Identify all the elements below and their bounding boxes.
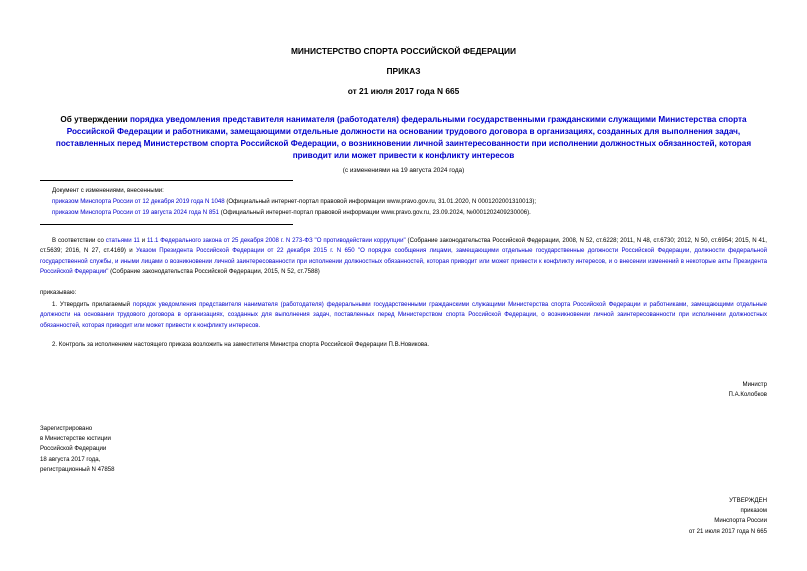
edition-note: (с изменениями на 19 августа 2024 года) (342, 167, 465, 174)
title-link[interactable]: порядка уведомления представителя нанимателя (работодателя) федеральными государственными гражданскими служащими Министерства спорта Российской Федерации и работниками, замещающими отдельные должности на основании трудового договора в организациях, созданных для выполнения задач, поставленных перед Министерством спорта Российской Федерации, о возникновении личной заинтересованности при исполнении должностных обязанностей, которая приводит или может привести к конфликту интересов (55, 115, 752, 160)
signer-name: П.А.Колобков (728, 391, 767, 399)
procedure-link[interactable]: порядок уведомления представителя нанимателя (работодателя) федеральными государственными гражданскими служащими Министерства спорта Российской Федерации и работниками, замещающими отдельные должности на основании трудового договора в организациях, созданных для выполнения задач, поставленных перед Министерством спорта Российской Федерации, о возникновении личной заинтересованности при исполнении должностных обязанностей, которая приводит или может привести к конфликту интересов. (40, 301, 767, 329)
law-article-11-link[interactable]: статьями 11 (105, 237, 140, 244)
changes-block (52, 185, 772, 218)
registration-line: Российской Федерации (40, 445, 107, 453)
registration-line: в Министерстве юстиции (40, 435, 111, 443)
registration-line: регистрационный N 47858 (40, 465, 115, 473)
preamble-text: (Собрание законодательства Российской Федерации, 2015, N 52, ст.7588) (108, 268, 320, 276)
approved-line: УТВЕРЖДЕН (729, 497, 767, 504)
law-273-link[interactable]: 11.1 Федерального закона от 25 декабря 2008 г. N 273-ФЗ "О противодействии коррупции" (147, 237, 406, 244)
signer-position: Министр (742, 381, 767, 388)
ministry-heading: МИНИСТЕРСТВО СПОРТА РОССИЙСКОЙ ФЕДЕРАЦИИ (290, 46, 517, 56)
decree-650-link[interactable]: Указом Президента Российской Федерации от 22 декабря 2015 г. N 650 "О порядке сообщения лицами, замещающими отдельные государственные должности Российской Федерации, должности федеральной государственной службы, и иными лицами о возникновении личной заинтересованности при исполнении должностных обязанностей, которая приводит или может привести к конфликту интересов, и о внесении изменений в некоторые акты Президента Российской Федерации" (40, 247, 767, 276)
change-text: (Официальный интернет-портал правовой информации www.pravo.gov.ru, 23.09.2024, №0001202409230006). (219, 209, 531, 216)
approved-line: от 21 июля 2017 года N 665 (688, 527, 767, 535)
bottom-divider (40, 224, 293, 225)
top-divider (40, 180, 293, 181)
change-item (52, 207, 772, 218)
document-title (40, 114, 767, 162)
approved-line: приказом (740, 507, 767, 515)
preamble-text: (Собрание законодательства Российской Федерации, 2008, N 52, ст.6228; 2011, N 48, ст.6730; 2012, N 50, ст.6954; 2015, N 41, ст.5639; 2016, N 27, ст.4169) и (40, 237, 768, 255)
approved-line: Минспорта России (714, 517, 767, 525)
preamble-text: В соответствии со (52, 237, 106, 244)
registration-line: 18 августа 2017 года, (40, 455, 101, 463)
item-2-paragraph: 2. Контроль за исполнением настоящего приказа возложить на заместителя Министра спорта Российской Федерации П.В.Новикова. (52, 341, 430, 348)
doc-type-heading: ПРИКАЗ (386, 66, 421, 76)
signature-block (729, 380, 768, 400)
date-number-heading: от 21 июля 2017 года N 665 (347, 86, 460, 96)
changes-label: Документ с изменениями, внесенными: (52, 187, 164, 194)
change-link[interactable]: приказом Минспорта России от 19 августа 2024 года N 851 (52, 209, 220, 216)
change-text: (Официальный интернет-портал правовой информации www.pravo.gov.ru, 31.01.2020, N 0001202001310013); (224, 198, 537, 205)
preamble-paragraph (40, 236, 767, 278)
item-1-paragraph (40, 300, 767, 331)
registration-line: Зарегистрировано (40, 425, 93, 432)
title-prefix: Об утверждении (60, 115, 130, 124)
change-item (52, 196, 772, 207)
order-word: приказываю: (40, 289, 77, 296)
preamble-text: и (139, 237, 147, 244)
approved-block (689, 496, 767, 537)
registration-block (40, 424, 115, 475)
change-link[interactable]: приказом Минспорта России от 12 декабря 2019 года N 1048 (52, 198, 225, 205)
item-1-text: 1. Утвердить прилагаемый (52, 301, 133, 308)
